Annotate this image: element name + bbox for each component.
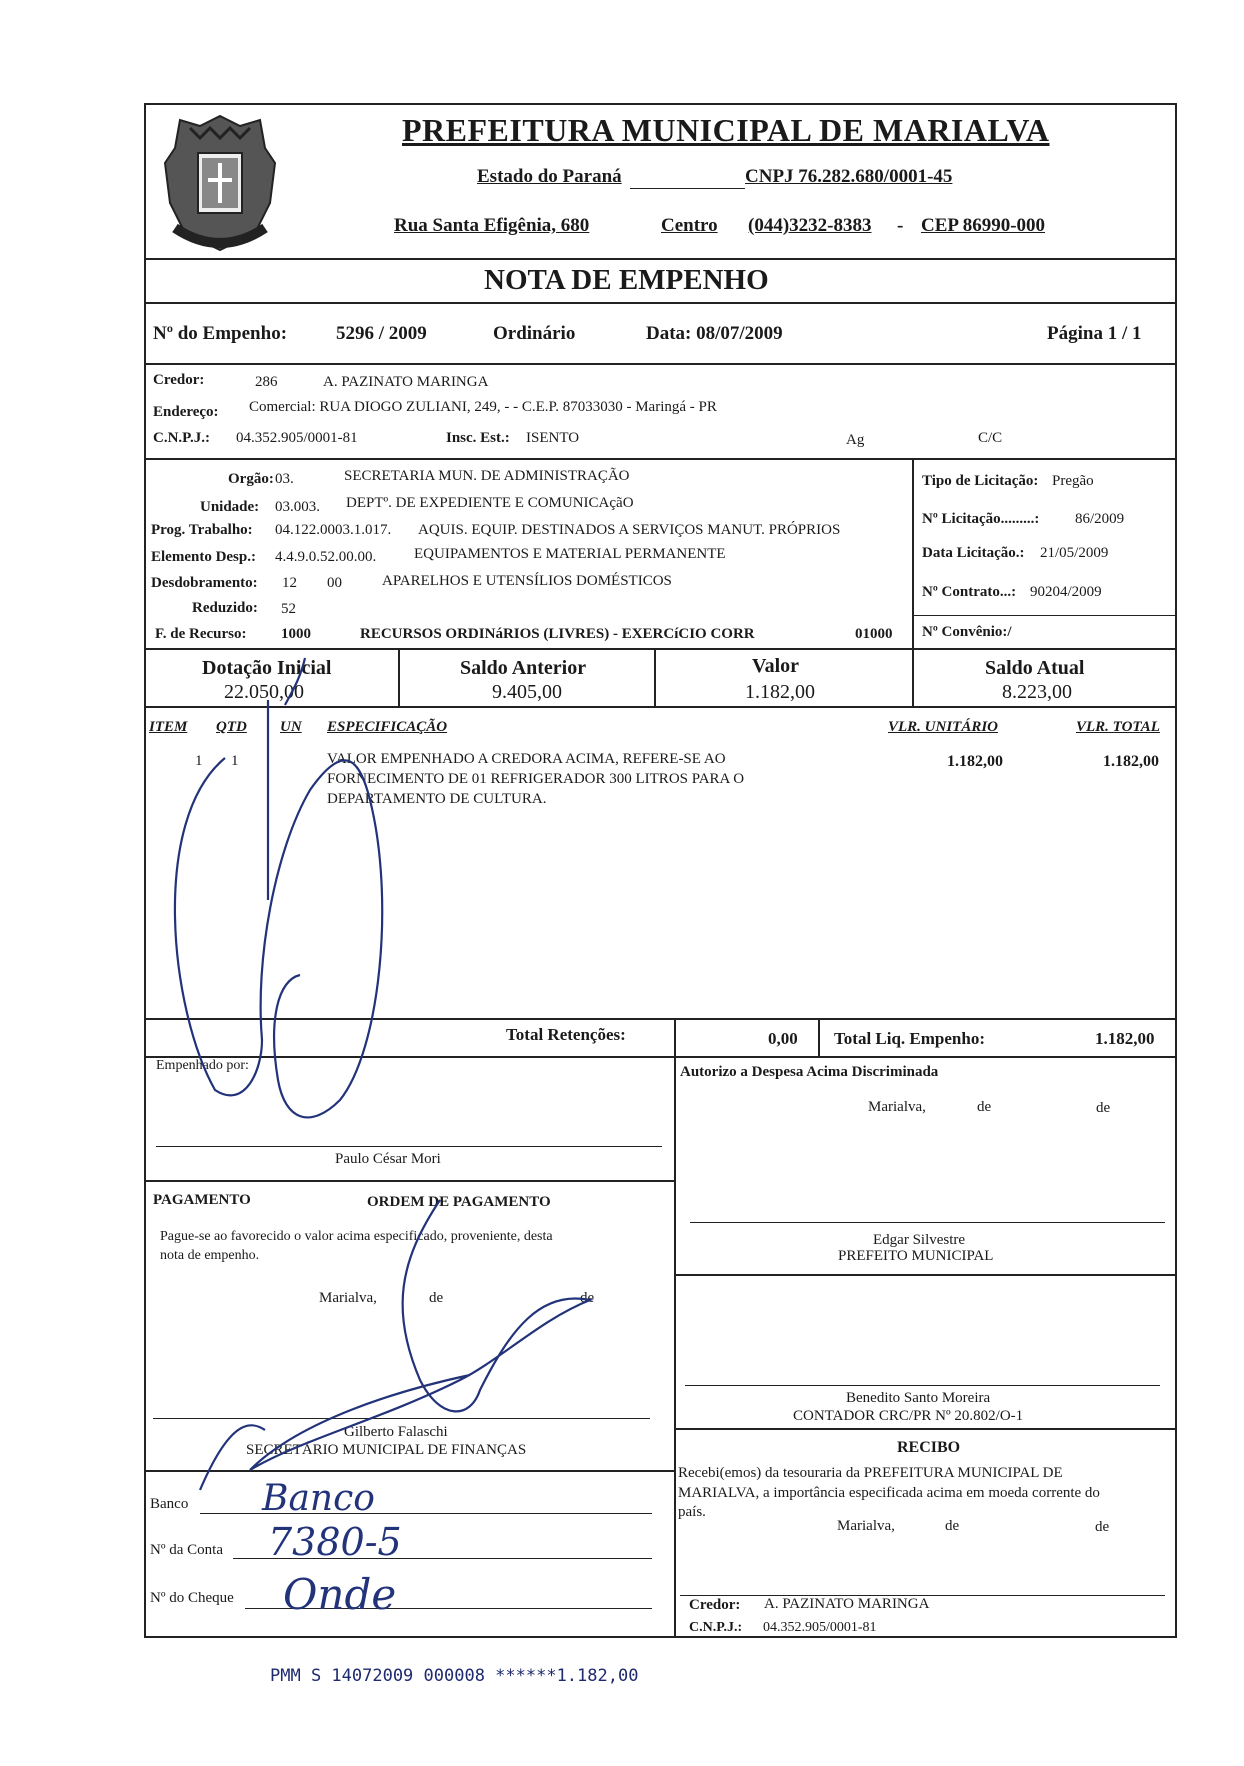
valor-value: 1.182,00 (745, 681, 815, 703)
item-spec-line1: VALOR EMPENHADO A CREDORA ACIMA, REFERE-SE AO (327, 751, 726, 767)
fonte-code2: 01000 (855, 626, 893, 642)
elemento-label: Elemento Desp.: (151, 549, 256, 565)
insc-value: ISENTO (526, 430, 580, 446)
desdobramento-code1: 12 (282, 575, 297, 591)
fonte-name: RECURSOS ORDINáRIOS (LIVRES) - EXERCíCIO CORR (360, 626, 755, 642)
unidade-label: Unidade: (200, 499, 260, 515)
divider (144, 1470, 674, 1472)
orgao-name: SECRETARIA MUN. DE ADMINISTRAÇÃO (344, 468, 630, 484)
divider (674, 1428, 1177, 1430)
item-qtd: 1 (231, 753, 239, 769)
cc-label: C/C (978, 430, 1003, 446)
district: Centro (661, 215, 718, 236)
banco-handwritten: Banco (262, 1478, 375, 1519)
cheque-label: Nº do Cheque (150, 1590, 234, 1606)
coat-of-arms-logo (150, 108, 290, 258)
valor-label: Valor (752, 655, 800, 677)
creditor-cnpj: 04.352.905/0001-81 (236, 430, 358, 446)
header-vlr-unitario: VLR. UNITÁRIO (888, 719, 999, 735)
divider (912, 615, 1177, 616)
empenho-number-label: Nº do Empenho: (153, 323, 288, 344)
cheque-handwritten: Onde (283, 1570, 397, 1619)
recibo-credor-label: Credor: (689, 1597, 741, 1613)
signature-line (690, 1222, 1165, 1223)
reduzido-value: 52 (281, 601, 296, 617)
recibo-cnpj: 04.352.905/0001-81 (763, 1620, 877, 1635)
creditor-name: A. PAZINATO MARINGA (323, 374, 489, 390)
divider (144, 648, 1177, 650)
recibo-text-3: país. (678, 1504, 706, 1520)
validation-stamp: PMM S 14072009 000008 ******1.182,00 (270, 1666, 639, 1686)
licitacao-tipo-label: Tipo de Licitação: (922, 473, 1039, 489)
divider (674, 1056, 676, 1638)
divider (144, 1056, 1177, 1058)
pagamento-city: Marialva, (319, 1290, 377, 1306)
ag-label: Ag (846, 432, 865, 448)
item-total-price: 1.182,00 (1103, 753, 1159, 770)
prog-label: Prog. Trabalho: (151, 522, 253, 538)
liq-empenho-label: Total Liq. Empenho: (834, 1029, 985, 1048)
licitacao-num: 86/2009 (1075, 511, 1125, 527)
saldo-anterior-label: Saldo Anterior (460, 657, 587, 679)
unidade-name: DEPTº. DE EXPEDIENTE E COMUNICAçãO (346, 495, 634, 511)
creditor-label: Credor: (153, 372, 205, 388)
recibo-cnpj-label: C.N.P.J.: (689, 1620, 743, 1635)
conta-handwritten: 7380-5 (268, 1520, 402, 1564)
pagamento-text-1: Pague-se ao favorecido o valor acima especificado, proveniente, desta (160, 1229, 553, 1244)
recibo-credor: A. PAZINATO MARINGA (764, 1596, 930, 1612)
divider (144, 706, 1177, 708)
empenho-date: Data: 08/07/2009 (646, 323, 783, 344)
desdobramento-code2: 00 (327, 575, 342, 591)
item-spec-line3: DEPARTAMENTO DE CULTURA. (327, 791, 547, 807)
saldo-anterior-value: 9.405,00 (492, 681, 562, 703)
document-title: NOTA DE EMPENHO (484, 264, 769, 296)
signature-line (685, 1385, 1160, 1386)
divider (144, 302, 1177, 304)
divider (912, 648, 914, 706)
desdobramento-name: APARELHOS E UTENSÍLIOS DOMÉSTICOS (382, 573, 672, 589)
pagamento-label: PAGAMENTO (153, 1192, 251, 1208)
elemento-name: EQUIPAMENTOS E MATERIAL PERMANENTE (414, 546, 726, 562)
recibo-text-1: Recebi(emos) da tesouraria da PREFEITURA MUNICIPAL DE (678, 1465, 1063, 1481)
header-item: ITEM (149, 719, 188, 735)
divider (144, 458, 1177, 460)
elemento-code: 4.4.9.0.52.00.00. (275, 549, 377, 565)
saldo-atual-value: 8.223,00 (1002, 681, 1072, 703)
item-spec-line2: FORNECIMENTO DE 01 REFRIGERADOR 300 LITROS PARA O (327, 771, 745, 787)
item-number: 1 (195, 753, 203, 769)
retencoes-value: 0,00 (768, 1029, 798, 1048)
prog-code: 04.122.0003.1.017. (275, 522, 392, 538)
item-unit-price: 1.182,00 (947, 753, 1003, 770)
signature-line (156, 1146, 662, 1147)
state-name: Estado do Paraná (477, 166, 622, 187)
pagamento-de-1: de (429, 1290, 444, 1306)
creditor-code: 286 (255, 374, 278, 390)
fonte-code: 1000 (281, 626, 311, 642)
autorizo-de-1: de (977, 1099, 992, 1115)
pagamento-de-2: de (580, 1290, 595, 1306)
licitacao-data: 21/05/2009 (1040, 545, 1109, 561)
autorizo-de-2: de (1096, 1100, 1111, 1116)
page-number: Página 1 / 1 (1047, 323, 1142, 344)
empenho-type: Ordinário (493, 323, 576, 344)
unidade-code: 03.003. (275, 499, 320, 515)
cep: CEP 86990-000 (921, 215, 1046, 236)
divider (654, 648, 656, 706)
header-especificacao: ESPECIFICAÇÃO (327, 719, 448, 735)
insc-label: Insc. Est.: (446, 430, 510, 446)
licitacao-num-label: Nº Licitação.........: (922, 511, 1040, 527)
licitacao-tipo: Pregão (1052, 473, 1094, 489)
ordem-pagamento-label: ORDEM DE PAGAMENTO (367, 1194, 551, 1210)
contrato-label: Nº Contrato...: (922, 584, 1017, 600)
recibo-de-1: de (945, 1518, 960, 1534)
fonte-label: F. de Recurso: (155, 626, 247, 642)
orgao-code: 03. (275, 471, 294, 487)
divider (818, 1018, 820, 1056)
divider (144, 363, 1177, 365)
liq-empenho-value: 1.182,00 (1095, 1029, 1155, 1048)
creditor-address: Comercial: RUA DIOGO ZULIANI, 249, - - C.E.P. 87033030 - Maringá - PR (249, 399, 717, 415)
banco-label: Banco (150, 1496, 189, 1512)
contador-title: CONTADOR CRC/PR Nº 20.802/O-1 (793, 1408, 1024, 1424)
retencoes-label: Total Retenções: (506, 1025, 626, 1044)
signature-line (153, 1418, 650, 1419)
saldo-atual-label: Saldo Atual (985, 657, 1085, 679)
prefeito-title: PREFEITO MUNICIPAL (838, 1248, 994, 1264)
divider (144, 1180, 674, 1182)
autorizo-city: Marialva, (868, 1099, 926, 1115)
secretario-name: Gilberto Falaschi (344, 1424, 448, 1440)
city-cnpj: CNPJ 76.282.680/0001-45 (745, 166, 953, 187)
empenhado-label: Empenhado por: (156, 1058, 249, 1073)
header-underline (630, 188, 745, 189)
divider (144, 1018, 1177, 1020)
licitacao-data-label: Data Licitação.: (922, 545, 1025, 561)
pagamento-text-2: nota de empenho. (160, 1248, 260, 1263)
header-un: UN (280, 719, 302, 735)
divider (144, 258, 1177, 260)
orgao-label: Orgão: (228, 471, 274, 487)
autorizo-label: Autorizo a Despesa Acima Discriminada (680, 1064, 939, 1080)
divider (398, 648, 400, 706)
prefeito-name: Edgar Silvestre (873, 1232, 966, 1248)
dotacao-label: Dotação Inicial (202, 657, 332, 679)
desdobramento-label: Desdobramento: (151, 575, 258, 591)
address-label: Endereço: (153, 404, 219, 420)
empenhado-name: Paulo César Mori (335, 1151, 441, 1167)
recibo-text-2: MARIALVA, a importância especificada acima em moeda corrente do (678, 1485, 1100, 1501)
recibo-de-2: de (1095, 1519, 1110, 1535)
cnpj-label: C.N.P.J.: (153, 430, 210, 446)
divider (912, 458, 914, 648)
empenho-number: 5296 / 2009 (336, 323, 427, 344)
separator-dash: - (897, 215, 904, 236)
contador-name: Benedito Santo Moreira (846, 1390, 991, 1406)
municipality-title: PREFEITURA MUNICIPAL DE MARIALVA (402, 112, 1050, 148)
header-vlr-total: VLR. TOTAL (1076, 719, 1160, 735)
recibo-city: Marialva, (837, 1518, 895, 1534)
header-qtd: QTD (216, 719, 247, 735)
secretario-title: SECRETÁRIO MUNICIPAL DE FINANÇAS (246, 1442, 527, 1458)
convenio-label: Nº Convênio:/ (922, 624, 1012, 640)
street-address: Rua Santa Efigênia, 680 (394, 215, 590, 236)
dotacao-value: 22.050,00 (224, 681, 304, 703)
divider (674, 1018, 676, 1056)
recibo-title: RECIBO (897, 1439, 961, 1456)
divider (674, 1274, 1177, 1276)
phone: (044)3232-8383 (748, 215, 872, 236)
contrato-value: 90204/2009 (1030, 584, 1102, 600)
reduzido-label: Reduzido: (192, 600, 258, 616)
prog-name: AQUIS. EQUIP. DESTINADOS A SERVIÇOS MANUT. PRÓPRIOS (418, 522, 841, 538)
conta-label: Nº da Conta (150, 1542, 223, 1558)
